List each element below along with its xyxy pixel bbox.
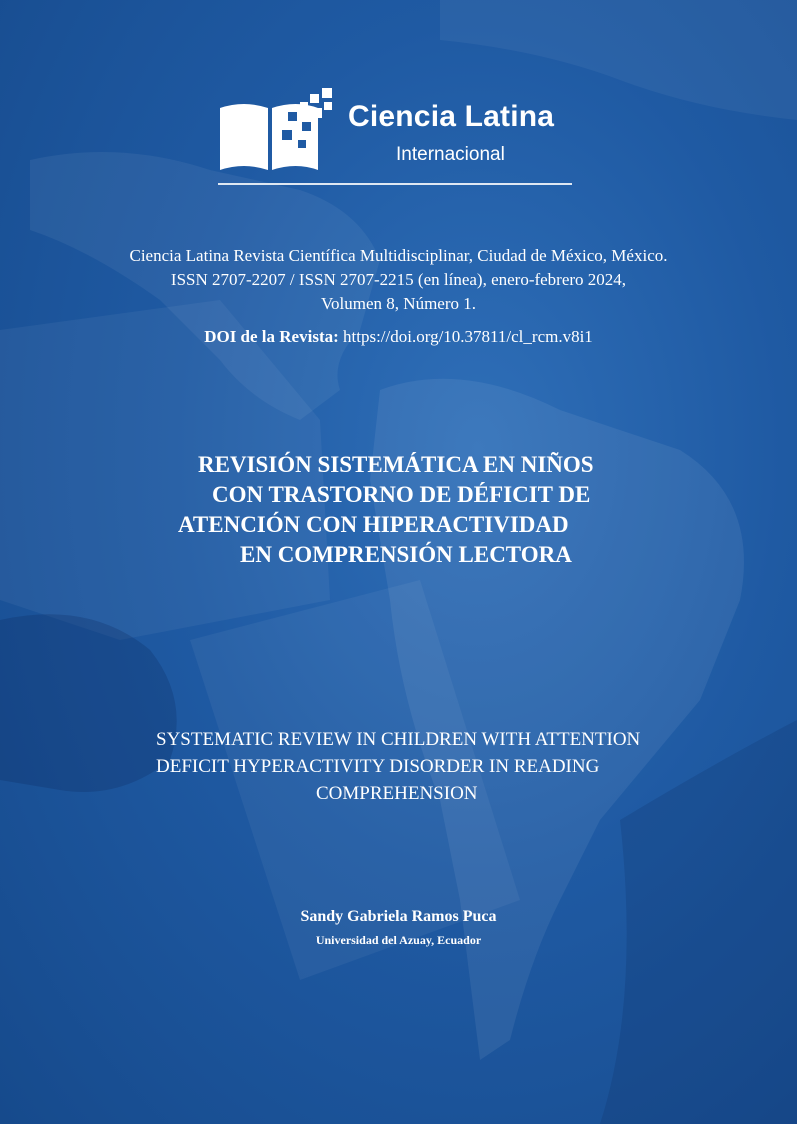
title-es-line: EN COMPRENSIÓN LECTORA: [240, 542, 572, 567]
author-name: Sandy Gabriela Ramos Puca: [300, 908, 497, 925]
brand-name: Ciencia Latina: [348, 100, 555, 133]
journal-info: [40, 244, 757, 316]
doi-label: DOI de la Revista:: [204, 327, 339, 346]
title-en-line: SYSTEMATIC REVIEW IN CHILDREN WITH ATTENTION: [156, 729, 641, 750]
title-es-line: ATENCIÓN CON HIPERACTIVIDAD: [178, 512, 569, 537]
journal-doi: [40, 327, 757, 347]
journal-info-line: ISSN 2707-2207 / ISSN 2707-2215 (en línea), enero-febrero 2024,: [170, 270, 627, 289]
brand-logo: [218, 86, 578, 186]
logo-divider: [218, 183, 572, 185]
title-spanish: [150, 450, 670, 570]
title-es-line: REVISIÓN SISTEMÁTICA EN NIÑOS: [198, 452, 594, 477]
title-english: [150, 726, 710, 807]
author-affiliation: Universidad del Azuay, Ecuador: [315, 933, 482, 947]
open-book-logo-icon: [218, 86, 338, 178]
title-en-line: COMPREHENSION: [316, 783, 478, 804]
journal-info-line: Ciencia Latina Revista Científica Multidisciplinar, Ciudad de México, México.: [129, 246, 668, 265]
brand-subtitle: Internacional: [396, 144, 505, 165]
title-es-line: CON TRASTORNO DE DÉFICIT DE: [212, 482, 591, 507]
doi-link[interactable]: https://doi.org/10.37811/cl_rcm.v8i1: [343, 327, 593, 346]
title-en-line: DEFICIT HYPERACTIVITY DISORDER IN READING: [156, 756, 600, 777]
journal-info-line: Volumen 8, Número 1.: [320, 294, 477, 313]
